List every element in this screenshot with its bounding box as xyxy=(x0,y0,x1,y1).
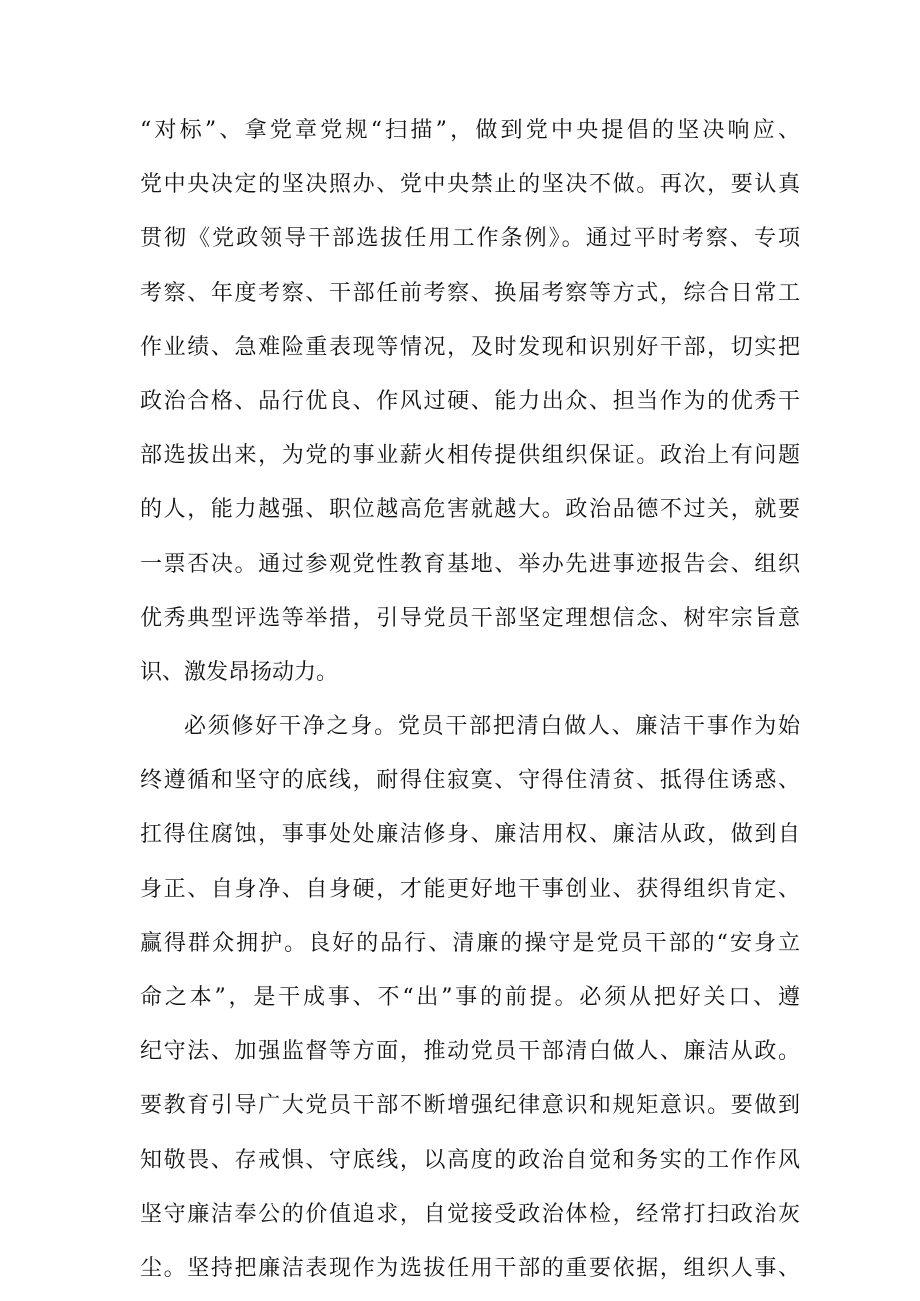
text-line: 赢得群众拥护。良好的品行、清廉的操守是党员干部的“安身立 xyxy=(140,930,800,956)
text-line: 命之本”，是干成事、不“出”事的前提。必须从把好关口、遵 xyxy=(140,985,800,1010)
text-line: 必须修好干净之身。党员干部把清白做人、廉洁干事作为始 xyxy=(184,714,800,740)
paragraph-clean-conduct xyxy=(140,700,800,1296)
text-line: 部选拔出来，为党的事业薪火相传提供组织保证。政治上有问题 xyxy=(140,443,800,469)
text-line: 的人，能力越强、职位越高危害就越大。政治品德不过关，就要 xyxy=(140,497,800,523)
text-line: 扛得住腐蚀，事事处处廉洁修身、廉洁用权、廉洁从政，做到自 xyxy=(140,822,800,848)
text-line: 优秀典型评选等举措，引导党员干部坚定理想信念、树牢宗旨意 xyxy=(140,605,800,631)
text-line: 要教育引导广大党员干部不断增强纪律意识和规矩意识。要做到 xyxy=(140,1093,800,1119)
text-line: 考察、年度考察、干部任前考察、换届考察等方式，综合日常工 xyxy=(140,280,800,306)
paragraph-continuation xyxy=(140,104,800,700)
text-line: 党中央决定的坚决照办、党中央禁止的坚决不做。再次，要认真 xyxy=(140,172,800,198)
text-line: 坚守廉洁奉公的价值追求，自觉接受政治体检，经常打扫政治灰 xyxy=(140,1201,800,1227)
text-line: 知敬畏、存戒惧、守底线，以高度的政治自觉和务实的工作作风 xyxy=(140,1147,800,1173)
text-line: 纪守法、加强监督等方面，推动党员干部清白做人、廉洁从政。 xyxy=(140,1039,800,1065)
text-line: “对标”、拿党章党规“扫描”，做到党中央提倡的坚决响应、 xyxy=(140,118,800,143)
text-line: 作业绩、急难险重表现等情况，及时发现和识别好干部，切实把 xyxy=(140,334,800,360)
text-line: 身正、自身净、自身硬，才能更好地干事创业、获得组织肯定、 xyxy=(140,876,800,902)
text-line: 识、激发昂扬动力。 xyxy=(140,659,339,685)
document-body xyxy=(140,104,800,1296)
text-line: 贯彻《党政领导干部选拔任用工作条例》。通过平时考察、专项 xyxy=(140,226,800,252)
text-line: 政治合格、品行优良、作风过硬、能力出众、担当作为的优秀干 xyxy=(140,388,800,414)
text-line: 尘。坚持把廉洁表现作为选拔任用干部的重要依据，组织人事、 xyxy=(140,1255,800,1281)
text-line: 一票否决。通过参观党性教育基地、举办先进事迹报告会、组织 xyxy=(140,551,800,577)
text-line: 终遵循和坚守的底线，耐得住寂寞、守得住清贫、抵得住诱惑、 xyxy=(140,768,800,794)
